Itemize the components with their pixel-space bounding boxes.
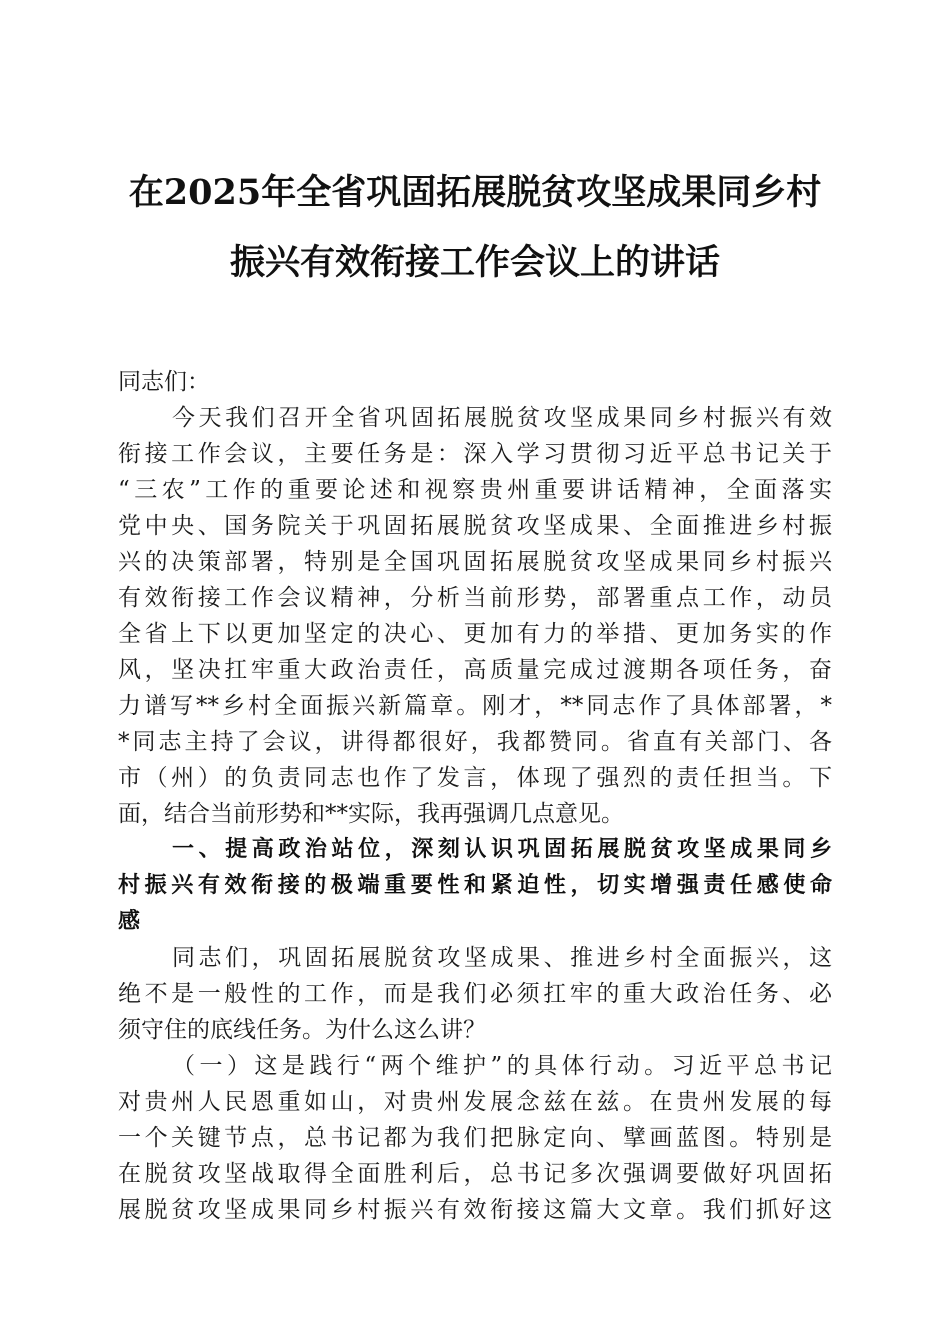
section-heading-1 [118, 832, 832, 940]
salutation: 同志们： [118, 369, 210, 395]
paragraph-line: 一个关键节点，总书记都为我们把脉定向、擘画蓝图。特别是 [118, 1125, 832, 1151]
paragraph-line: 展脱贫攻坚成果同乡村振兴有效衔接这篇大文章。我们抓好这 [118, 1197, 832, 1223]
paragraph-line: “三农”工作的重要论述和视察贵州重要讲话精神，全面落实 [118, 477, 832, 503]
paragraph-line: 对贵州人民恩重如山，对贵州发展念兹在兹。在贵州发展的每 [118, 1089, 832, 1115]
heading-line: 村振兴有效衔接的极端重要性和紧迫性，切实增强责任感使命 [118, 873, 832, 898]
paragraph-two-safeguards [118, 1048, 832, 1228]
heading-line: 感 [118, 909, 141, 934]
paragraph-line: 有效衔接工作会议精神，分析当前形势，部署重点工作，动员 [118, 585, 832, 611]
paragraph-importance [118, 940, 832, 1048]
paragraph-line: 同志们，巩固拓展脱贫攻坚成果、推进乡村全面振兴，这 [172, 945, 832, 971]
paragraph-line: 须守住的底线任务。为什么这么讲？ [118, 1017, 486, 1043]
paragraph-line: 面，结合当前形势和**实际，我再强调几点意见。 [118, 801, 624, 827]
paragraph-line: 今天我们召开全省巩固拓展脱贫攻坚成果同乡村振兴有效 [172, 405, 832, 431]
heading-line: 一、提高政治站位，深刻认识巩固拓展脱贫攻坚成果同乡 [172, 837, 832, 862]
paragraph-line: 在脱贫攻坚战取得全面胜利后，总书记多次强调要做好巩固拓 [118, 1161, 832, 1187]
paragraph-line: 全省上下以更加坚定的决心、更加有力的举措、更加务实的作 [118, 621, 832, 647]
document-title-line-2: 振兴有效衔接工作会议上的讲话 [229, 242, 720, 283]
paragraph-line: *同志主持了会议，讲得都很好，我都赞同。省直有关部门、各 [118, 729, 832, 755]
document-title-line-1: 在2025年全省巩固拓展脱贫攻坚成果同乡村 [128, 172, 822, 213]
paragraph-line: 兴的决策部署，特别是全国巩固拓展脱贫攻坚成果同乡村振兴 [118, 549, 832, 575]
paragraph-line: 党中央、国务院关于巩固拓展脱贫攻坚成果、全面推进乡村振 [118, 513, 832, 539]
paragraph-line: （一）这是践行“两个维护”的具体行动。习近平总书记 [172, 1053, 832, 1079]
paragraph-line: 衔接工作会议，主要任务是：深入学习贯彻习近平总书记关于 [118, 441, 832, 467]
paragraph-intro [118, 400, 832, 832]
paragraph-line: 风，坚决扛牢重大政治责任，高质量完成过渡期各项任务，奋 [118, 657, 832, 683]
paragraph-line: 市（州）的负责同志也作了发言，体现了强烈的责任担当。下 [118, 765, 832, 791]
document-body [118, 364, 832, 1228]
paragraph-line: 力谱写**乡村全面振兴新篇章。刚才，**同志作了具体部署，* [118, 693, 832, 719]
paragraph-line: 绝不是一般性的工作，而是我们必须扛牢的重大政治任务、必 [118, 981, 832, 1007]
